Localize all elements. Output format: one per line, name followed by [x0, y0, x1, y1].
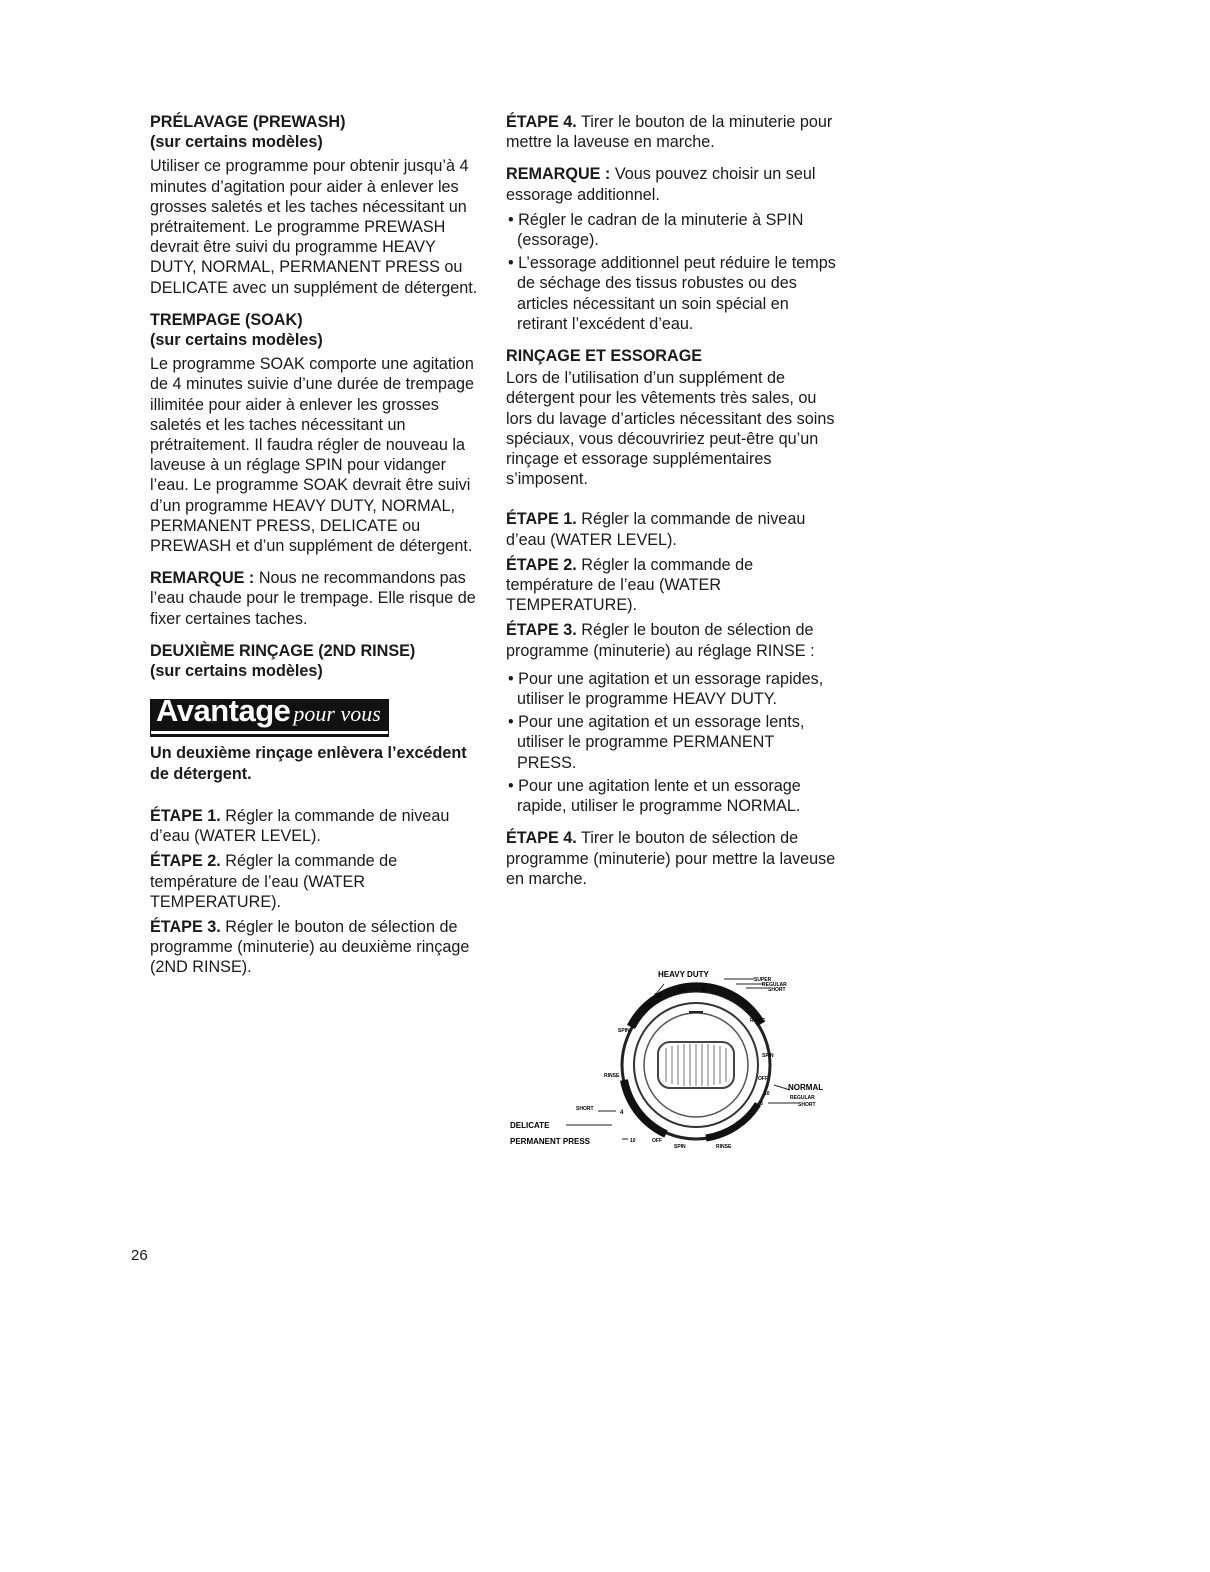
prewash-heading: PRÉLAVAGE (PREWASH) [150, 113, 346, 131]
step-text: Tirer le bouton de sélection de programme (minuterie) pour mettre la laveuse en marche. [506, 829, 836, 888]
left-step-2 [150, 851, 480, 912]
prewash-paragraph: Utiliser ce programme pour obtenir jusqu’à 4 minutes d’agitation pour aider à enlever les grosses saletés et les taches nécessitant un prétraitement. Le programme PREWASH devrait être suivi du programme HEAVY DUTY, NORMAL, PERMANENT PRESS ou DELICATE avec un supplément de détergent. [150, 157, 478, 297]
step-text: Régler la commande de température de l’eau (WATER TEMPERATURE). [150, 852, 398, 911]
dial-label-normal-regular: REGULAR [790, 1095, 815, 1101]
list-item: • L’essorage additionnel peut réduire le temps de séchage des tissus robustes ou des articles nécessitant un soin spécial en retirant l’excédent d’eau. [506, 253, 836, 334]
left-step-3 [150, 917, 480, 978]
step-label: ÉTAPE 1. [150, 806, 221, 825]
remark-label: REMARQUE : [506, 165, 611, 184]
dial-label-super: SUPER [754, 977, 772, 983]
right-step-1 [506, 509, 836, 549]
list-item: • Pour une agitation lente et un essorage rapide, utiliser le programme NORMAL. [506, 776, 836, 816]
dial-num-10b: 10 [764, 1091, 770, 1097]
dial-label-delicate-short: SHORT [576, 1106, 594, 1112]
dial-rinse-2: RINSE [604, 1073, 620, 1079]
dial-rinse-1: RINSE [750, 1018, 766, 1024]
list-item: • Régler le cadran de la minuterie à SPIN (essorage). [506, 210, 836, 250]
right-step-4b [506, 828, 836, 889]
left-step-1 [150, 806, 480, 846]
right-step-2 [506, 555, 836, 616]
soak-subheading: (sur certains modèles) [150, 331, 323, 350]
step-label: ÉTAPE 4. [506, 113, 577, 131]
step-label: ÉTAPE 2. [506, 555, 577, 574]
rinse-bullet-list [506, 669, 836, 816]
right-step-3 [506, 620, 836, 660]
dial-off-1: OFF [644, 1003, 654, 1009]
list-item: • Pour une agitation et un essorage rapides, utiliser le programme HEAVY DUTY. [506, 669, 836, 709]
dial-off-2: OFF [758, 1076, 768, 1082]
spin-bullet-list [506, 210, 836, 334]
step-text: Régler la commande de niveau d’eau (WATER LEVEL). [150, 806, 450, 846]
avantage-banner [150, 693, 389, 731]
dial-off-3: OFF [652, 1138, 662, 1144]
prewash-subheading: (sur certains modèles) [150, 133, 323, 152]
dial-num-4: 4 [620, 1110, 624, 1116]
dial-num-10a: 10 [678, 988, 685, 994]
timer-dial-illustration [506, 962, 846, 1162]
step-text: Régler la commande de niveau d’eau (WATER LEVEL). [506, 510, 806, 549]
dial-spin-2: SPIN [762, 1053, 774, 1059]
dial-num-6: 6 [702, 988, 706, 994]
soak-remark [150, 568, 480, 629]
step-label: ÉTAPE 2. [150, 852, 221, 871]
dial-label-heavy-duty: HEAVY DUTY [658, 970, 709, 979]
right-remark [506, 164, 836, 204]
dial-label-normal: NORMAL [788, 1083, 824, 1092]
left-column [150, 112, 480, 983]
remark-text: Nous ne recommandons pas l’eau chaude pour le trempage. Elle risque de fixer certaines taches. [150, 569, 476, 628]
benefit-text: Un deuxième rinçage enlèvera l’excédent de détergent. [150, 744, 467, 783]
banner-word: Avantage [156, 693, 291, 729]
second-rinse-heading: DEUXIÈME RINÇAGE (2ND RINSE) [150, 641, 416, 660]
dial-label-regular: REGULAR [762, 982, 787, 988]
rinse-spin-paragraph: Lors de l’utilisation d’un supplément de détergent pour les vêtements très sales, ou lors du lavage d’articles nécessitant des soins spéciaux, vous découvririez peut-être qu’un rinçage et essorage supplémentaires s’imposent. [506, 369, 835, 489]
dial-spin-1: SPIN [618, 1028, 630, 1034]
right-column [506, 112, 836, 901]
remark-text: Vous pouvez choisir un seul essorage additionnel. [506, 165, 816, 204]
step-label: ÉTAPE 4. [506, 829, 577, 848]
dial-spin-3: SPIN [674, 1144, 686, 1150]
dial-num-8: 8 [760, 1101, 763, 1107]
dial-label-permanent-press: PERMANENT PRESS [510, 1137, 591, 1146]
dial-rinse-3: RINSE [716, 1144, 732, 1150]
step-text: Régler le bouton de sélection de programme (minuterie) au réglage RINSE : [506, 621, 815, 660]
page-number: 26 [131, 1247, 148, 1264]
step-label: ÉTAPE 1. [506, 510, 577, 529]
soak-paragraph: Le programme SOAK comporte une agitation de 4 minutes suivie d’une durée de trempage illimitée pour aider à enlever les grosses saletés et les taches nécessitant un prétraitement. Il faudra régler de nouveau la laveuse à un réglage SPIN pour vidanger l’eau. Le programme SOAK devrait être suivi d’un programme HEAVY DUTY, NORMAL, PERMANENT PRESS, DELICATE ou PREWASH et d’un supplément de détergent. [150, 355, 474, 556]
dial-label-delicate: DELICATE [510, 1121, 550, 1130]
step-text: Régler la commande de température de l’eau (WATER TEMPERATURE). [506, 555, 754, 615]
rinse-spin-heading: RINÇAGE ET ESSORAGE [506, 347, 703, 366]
right-step-4 [506, 112, 836, 152]
remark-label: REMARQUE : [150, 569, 255, 588]
second-rinse-subheading: (sur certains modèles) [150, 662, 323, 681]
dial-label-short: SHORT [768, 987, 786, 993]
dial-num-10c: 10 [630, 1138, 636, 1144]
banner-italic: pour vous [293, 701, 381, 727]
list-item: • Pour une agitation et un essorage lents, utiliser le programme PERMANENT PRESS. [506, 712, 836, 773]
dial-label-normal-short: SHORT [798, 1102, 816, 1108]
dial-num-14: 14 [654, 993, 662, 1000]
soak-heading: TREMPAGE (SOAK) [150, 310, 303, 329]
step-label: ÉTAPE 3. [150, 917, 221, 936]
step-text: Régler le bouton de sélection de programme (minuterie) au deuxième rinçage (2ND RINSE). [150, 917, 470, 977]
step-label: ÉTAPE 3. [506, 621, 577, 640]
step-text: Tirer le bouton de la minuterie pour mettre la laveuse en marche. [506, 113, 833, 152]
